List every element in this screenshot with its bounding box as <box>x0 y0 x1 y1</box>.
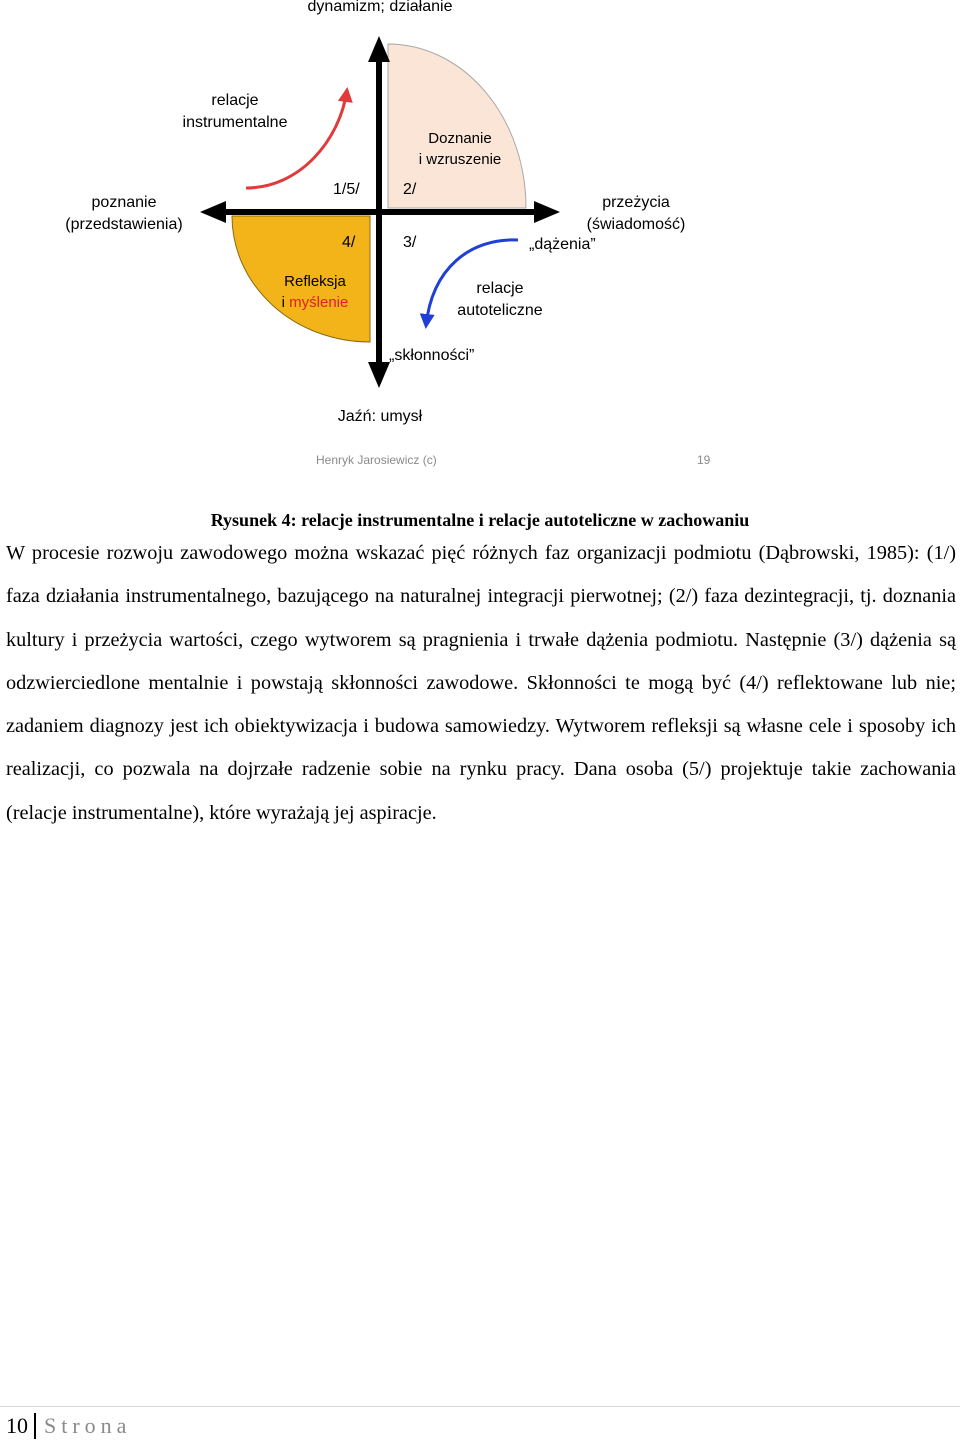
axis-arrow-right <box>534 201 560 223</box>
body-paragraph-text: W procesie rozwoju zawodowego można wskazać pięć różnych faz organizacji podmiotu (Dąbrowski, 1985): (1/) faza działania instrumentalnego, bazującego na naturalnej integracji pierwotnej; (2/) faza dezintegracji, tj. doznania kultury i przeżycia wartości, czego wytworem są pragnienia i trwałe dążenia podmiotu. Następnie (3/) dążenia są odzwierciedlone mentalnie i powstają skłonności zawodowe. Skłonności te mogą być (4/) reflektowane lub nie; zadaniem diagnozy jest ich obiektywizacja i budowa samowiedzy. Wytworem refleksji są własne cele i sposoby ich realizacji, co pozwala na dojrzałe radzenie sobie na rynku pracy. Dana osoba (5/) projektuje takie zachowania (relacje instrumentalne), które wyrażają jej aspiracje. <box>6 542 956 824</box>
refleksja-highlight: myślenie <box>289 294 349 311</box>
autotelic-relations-label: relacje autoteliczne <box>457 280 543 319</box>
axis-label-left: poznanie (przedstawienia) <box>65 194 183 233</box>
axis-label-bottom: Jaźń: umysł <box>337 408 423 425</box>
instrumental-relations-label: relacje instrumentalne <box>182 92 288 131</box>
page-footer <box>6 1406 131 1446</box>
page-word: Strona <box>44 1413 132 1438</box>
refleksja-label <box>250 271 380 313</box>
body-paragraph <box>6 532 956 835</box>
quadrant-label-3: 3/ <box>403 234 417 251</box>
slide-author: Henryk Jarosiewicz (c) <box>316 453 437 467</box>
footer-separator <box>34 1413 36 1439</box>
doznanie-label: Doznanie i wzruszenie <box>418 130 502 168</box>
refleksja-line2-prefix: i <box>281 294 290 311</box>
slide-number: 19 <box>697 453 711 467</box>
quadrant-label-4: 4/ <box>342 234 356 251</box>
refleksja-line1: Refleksja <box>284 273 346 290</box>
quadrant-label-2: 2/ <box>403 181 417 198</box>
axis-arrow-up <box>368 36 390 62</box>
dazenia-label: „dążenia” <box>529 236 596 253</box>
axis-arrow-down <box>368 362 390 388</box>
sklonnosci-label: „skłonności” <box>389 347 475 364</box>
page-number: 10 <box>6 1413 28 1438</box>
axis-label-top: dynamizm; działanie <box>307 0 453 15</box>
axis-label-right: przeżycia (świadomość) <box>586 194 686 233</box>
figure-caption: Rysunek 4: relacje instrumentalne i relacje autoteliczne w zachowaniu <box>210 510 750 530</box>
refleksja-line2 <box>250 292 380 313</box>
footer-divider <box>0 1406 960 1407</box>
quadrant-label-1-5: 1/5/ <box>333 181 360 198</box>
